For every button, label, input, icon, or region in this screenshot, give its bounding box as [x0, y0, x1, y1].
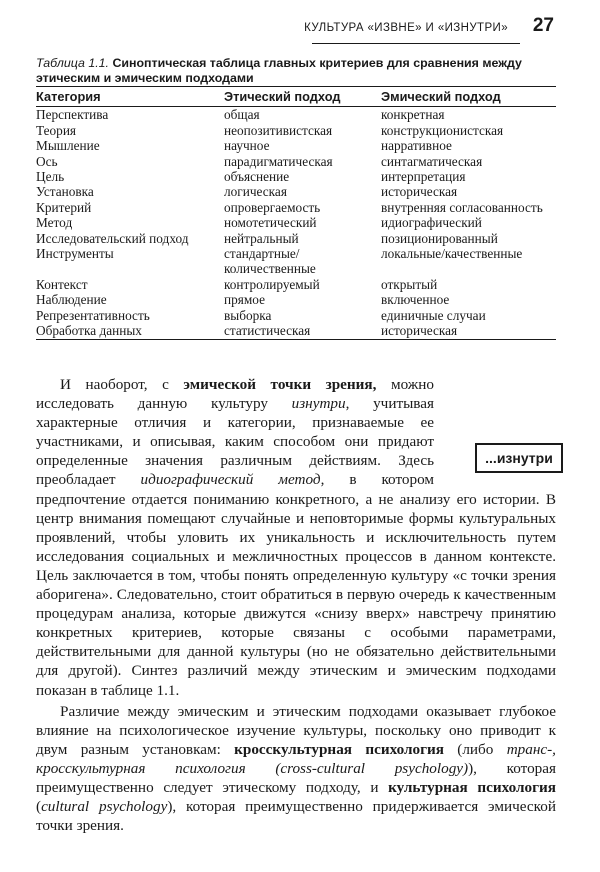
header-rule	[312, 43, 520, 44]
cell-etic: неопозитивистская	[224, 122, 333, 138]
paragraph-emic	[36, 375, 556, 700]
table-row	[36, 123, 556, 138]
cell-category: Ось	[36, 153, 58, 169]
cell-emic: открытый	[381, 276, 438, 292]
table-row	[36, 215, 556, 230]
text-run: можно исследовать данную культуру	[36, 376, 434, 413]
page-header	[0, 14, 600, 44]
table-row	[36, 169, 556, 184]
cell-emic: историческая	[381, 184, 458, 200]
table-row	[36, 231, 556, 246]
term-idiographic-method: идиографический метод	[140, 471, 321, 489]
cell-category: Критерий	[36, 199, 92, 215]
cell-etic: логическая	[224, 184, 287, 200]
term-cross-cultural-alt: транс-, кросскультурная психология (cross-cultural psychology)	[36, 740, 556, 777]
paragraph-approaches	[36, 702, 556, 836]
table-row	[36, 138, 556, 153]
page-number: 27	[532, 15, 554, 36]
cell-emic: включенное	[381, 292, 450, 308]
column-header-emic: Эмический подход	[381, 87, 556, 107]
cell-emic: единичные случаи	[381, 307, 486, 323]
term-emic-viewpoint: эмической точки зрения,	[183, 376, 377, 393]
cell-etic: нейтральный	[224, 230, 299, 246]
text-run: , в котором предпочтение отдается пониманию конкретного, а не анализу его истории. В центр внимания помещают случайные и неповторимые формы культуральных проявлений, чтобы уловить их уникальность и исключительность путем исследования социальных и межличностных процессов в данном контексте. Цель заключается в том, чтобы понять определенную культуру «с точки зрения аборигена». Следовательно, стоит обратиться в первую очередь к качественным процедурам анализа, которые движутся «снизу вверх» навстречу принятию конкретных критериев, которые связаны с особыми параметрами, действительными для данной культуры (но не обязательно действительными для другой). Синтез различий между этическим и эмическим подходами показан в таблице 1.1.	[36, 471, 556, 699]
cell-category: Установка	[36, 184, 94, 200]
term-cross-cultural-psychology: кросскультурная психология	[234, 740, 444, 758]
cell-etic: объяснение	[224, 169, 290, 185]
cell-emic: синтагматическая	[381, 153, 483, 169]
table-row	[36, 277, 556, 292]
sidebar-callout	[475, 443, 563, 473]
text-run: (	[36, 798, 42, 816]
cell-category: Метод	[36, 215, 73, 231]
cell-category: Наблюдение	[36, 292, 107, 308]
text-run: И наоборот, с	[60, 376, 184, 393]
cell-etic: номотетический	[224, 215, 317, 231]
cell-etic: прямое	[224, 292, 266, 308]
cell-category: Исследовательский подход	[36, 230, 189, 246]
table-row	[36, 246, 556, 277]
cell-emic: позиционированный	[381, 230, 498, 246]
text-run: ), которая преимущественно придерживается эмической точки зрения.	[36, 798, 556, 835]
cell-category: Мышление	[36, 138, 100, 154]
table-header-row	[36, 87, 556, 107]
table-row	[36, 154, 556, 169]
column-header-etic: Этический подход	[224, 87, 381, 107]
cell-etic: контролируемый	[224, 276, 320, 292]
cell-emic: интерпретация	[381, 169, 466, 185]
cell-emic: конструкционистская	[381, 122, 504, 138]
cell-category: Контекст	[36, 276, 88, 292]
table-body	[36, 107, 556, 339]
table-row	[36, 184, 556, 199]
cell-emic: историческая	[381, 323, 556, 339]
cell-category: Цель	[36, 169, 65, 185]
text-run: , учитывая характерные отличия и категории, признаваемые ее участниками, и описывая, каким способом они придают определенные значения различным действиям. Здесь преобладает	[36, 395, 434, 489]
running-title: КУЛЬТУРА «ИЗВНЕ» И «ИЗНУТРИ»	[304, 22, 508, 34]
cell-category: Инструменты	[36, 246, 114, 262]
cell-etic: опровергаемость	[224, 199, 321, 215]
table-row	[36, 200, 556, 215]
table-row	[36, 292, 556, 307]
cell-category: Обработка данных	[36, 323, 224, 339]
term-cultural-psychology: культурная психология	[388, 778, 556, 796]
text-run: Различие между эмическим и этическим подходами оказывает глубокое влияние на психологическое изучение культуры, поскольку оно приводит к двум разным установкам:	[36, 702, 556, 758]
cell-etic: статистическая	[224, 323, 381, 339]
table-caption-text: Синоптическая таблица главных критериев для сравнения между этическим и эмическим подходами	[36, 56, 522, 85]
table-row	[36, 107, 556, 123]
cell-etic: общая	[224, 107, 260, 123]
cell-emic: нарративное	[381, 138, 452, 154]
cell-emic: внутренняя согласованность	[381, 199, 543, 215]
cell-etic: выборка	[224, 307, 272, 323]
table-caption	[36, 56, 556, 85]
criteria-table	[36, 86, 556, 340]
text-run: ), которая преимущественно следует этическому подходу, и	[36, 759, 556, 796]
cell-etic: стандартные/ количественные	[224, 246, 316, 277]
cell-etic: парадигматическая	[224, 153, 333, 169]
text-run: (либо	[443, 740, 507, 758]
table-caption-label: Таблица 1.1.	[36, 56, 109, 70]
term-inside: изнутри	[291, 395, 346, 413]
term-cultural-psychology-en: cultural psychology	[41, 798, 168, 816]
cell-category: Перспектива	[36, 107, 109, 123]
table-row	[36, 308, 556, 323]
cell-category: Репрезентативность	[36, 307, 150, 323]
cell-emic: конкретная	[381, 107, 445, 123]
sidebar-callout-label: ...изнутри	[485, 450, 553, 466]
cell-category: Теория	[36, 122, 77, 138]
column-header-category: Категория	[36, 87, 224, 107]
cell-emic: локальные/качественные	[381, 246, 523, 262]
table-row	[36, 323, 556, 339]
cell-etic: научное	[224, 138, 270, 154]
cell-emic: идиографический	[381, 215, 482, 231]
